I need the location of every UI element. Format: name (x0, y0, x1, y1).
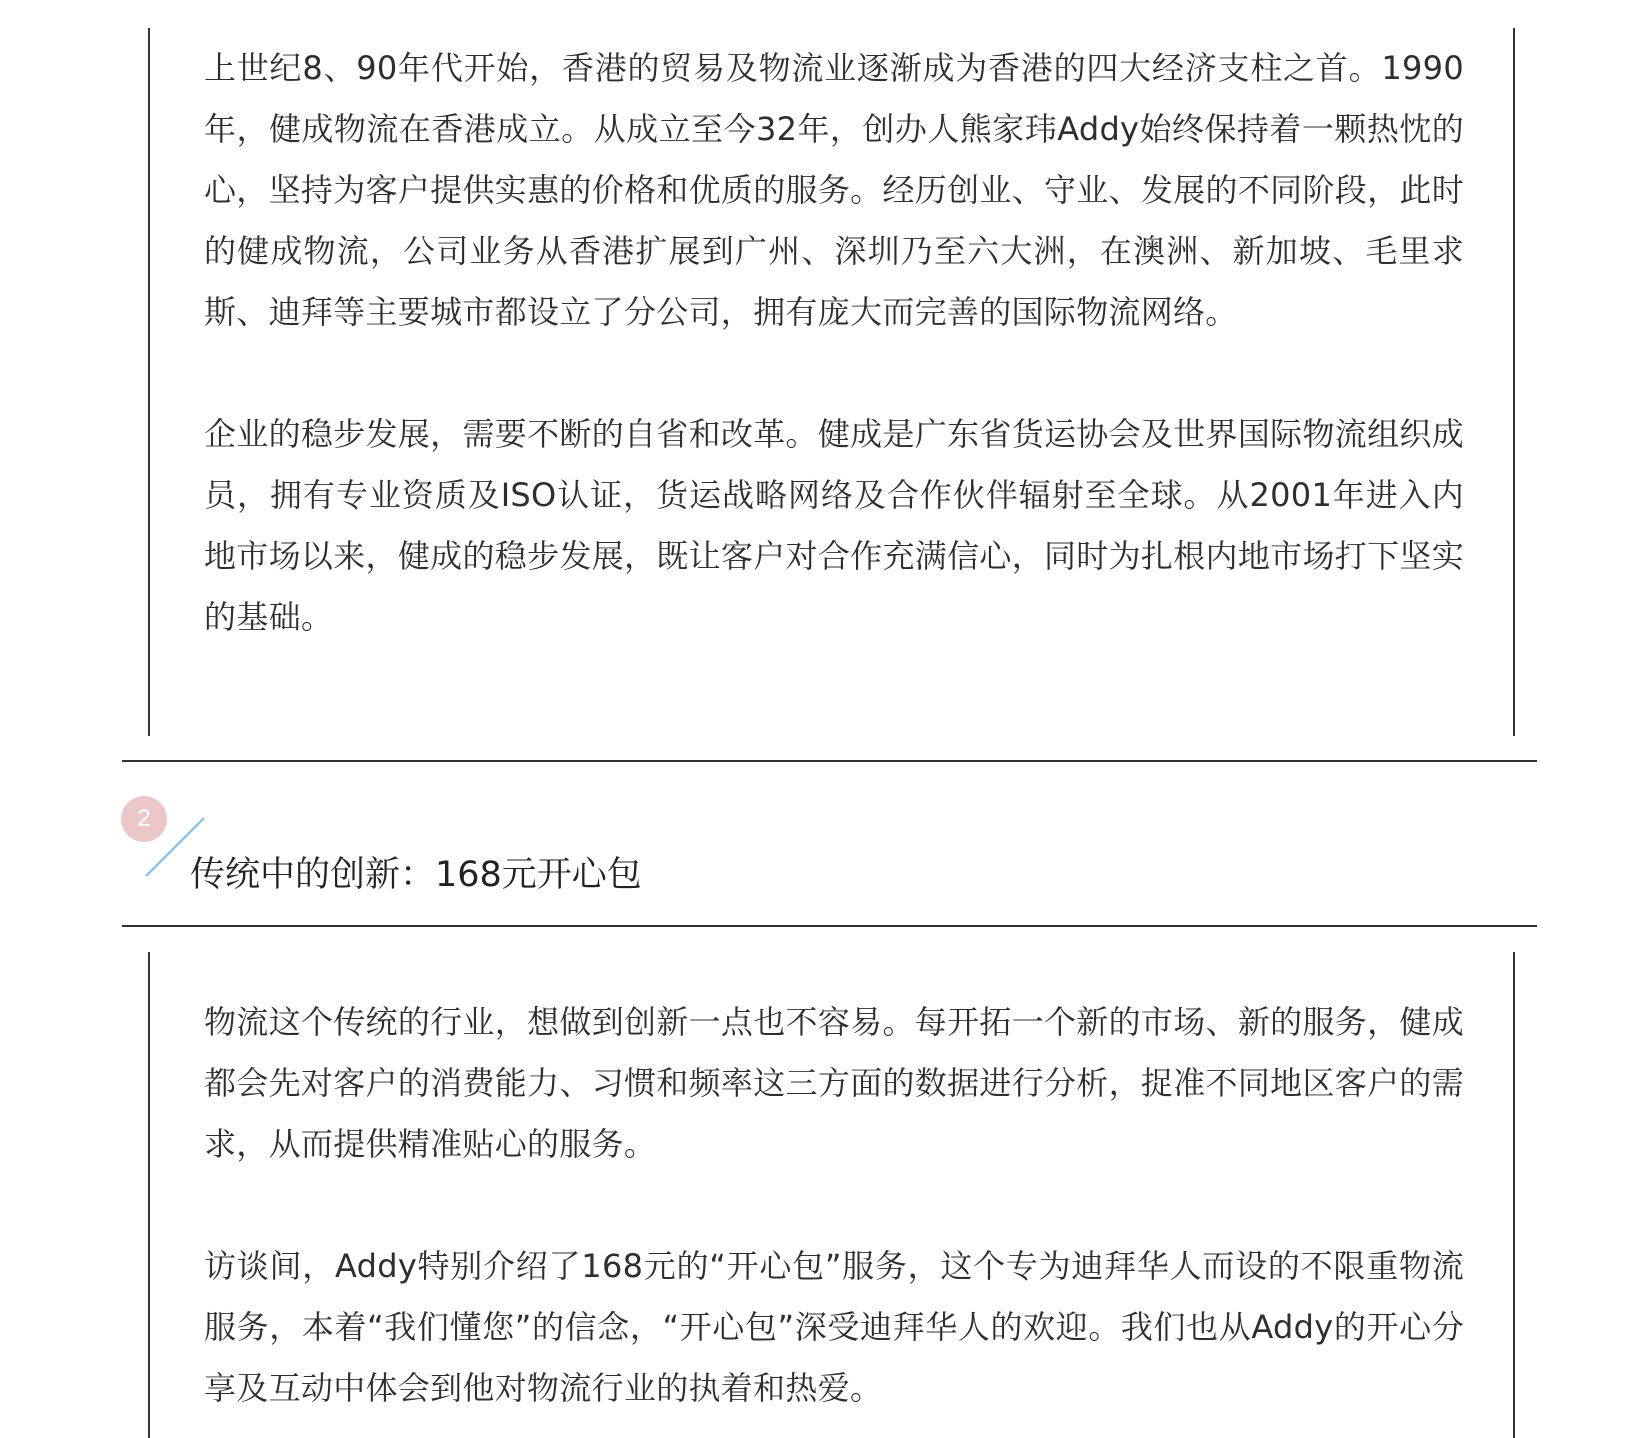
section2-header-bottom-rule (122, 925, 1537, 927)
section2-paragraph-spacer (204, 1175, 1464, 1236)
section2-left-border (148, 952, 150, 1438)
section2-paragraph-2: 访谈间，Addy特别介绍了168元的“开心包”服务，这个专为迪拜华人而设的不限重物流服务，本着“我们懂您”的信念，“开心包”深受迪拜华人的欢迎。我们也从Addy的开心分享及互动中体会到他对物流行业的执着和热爱。 (204, 1247, 1464, 1407)
section-title: 传统中的创新：168元开心包 (190, 855, 642, 895)
section1-paragraph-1: 上世纪8、90年代开始，香港的贸易及物流业逐渐成为香港的四大经济支柱之首。1990年，健成物流在香港成立。从成立至今32年，创办人熊家玮Addy始终保持着一颗热忱的心，坚持为客户提供实惠的价格和优质的服务。经历创业、守业、发展的不同阶段，此时的健成物流，公司业务从香港扩展到广州、深圳乃至六大洲，在澳洲、新加坡、毛里求斯、迪拜等主要城市都设立了分公司，拥有庞大而完善的国际物流网络。 (204, 49, 1464, 331)
section2-header-top-rule (122, 760, 1537, 762)
section2-right-border (1513, 952, 1515, 1438)
section-number-badge: 2 (121, 796, 167, 842)
section1-paragraph-spacer (204, 343, 1464, 404)
section2-body (204, 992, 1464, 1419)
section1-left-border (148, 28, 150, 736)
section1-right-border (1513, 28, 1515, 736)
section1-paragraph-2: 企业的稳步发展，需要不断的自省和改革。健成是广东省货运协会及世界国际物流组织成员，拥有专业资质及ISO认证，货运战略网络及合作伙伴辐射至全球。从2001年进入内地市场以来，健成的稳步发展，既让客户对合作充满信心，同时为扎根内地市场打下坚实的基础。 (204, 415, 1464, 636)
section2-paragraph-1: 物流这个传统的行业，想做到创新一点也不容易。每开拓一个新的市场、新的服务，健成都会先对客户的消费能力、习惯和频率这三方面的数据进行分析，捉准不同地区客户的需求，从而提供精准贴心的服务。 (204, 1003, 1464, 1163)
section1-body (204, 38, 1464, 648)
